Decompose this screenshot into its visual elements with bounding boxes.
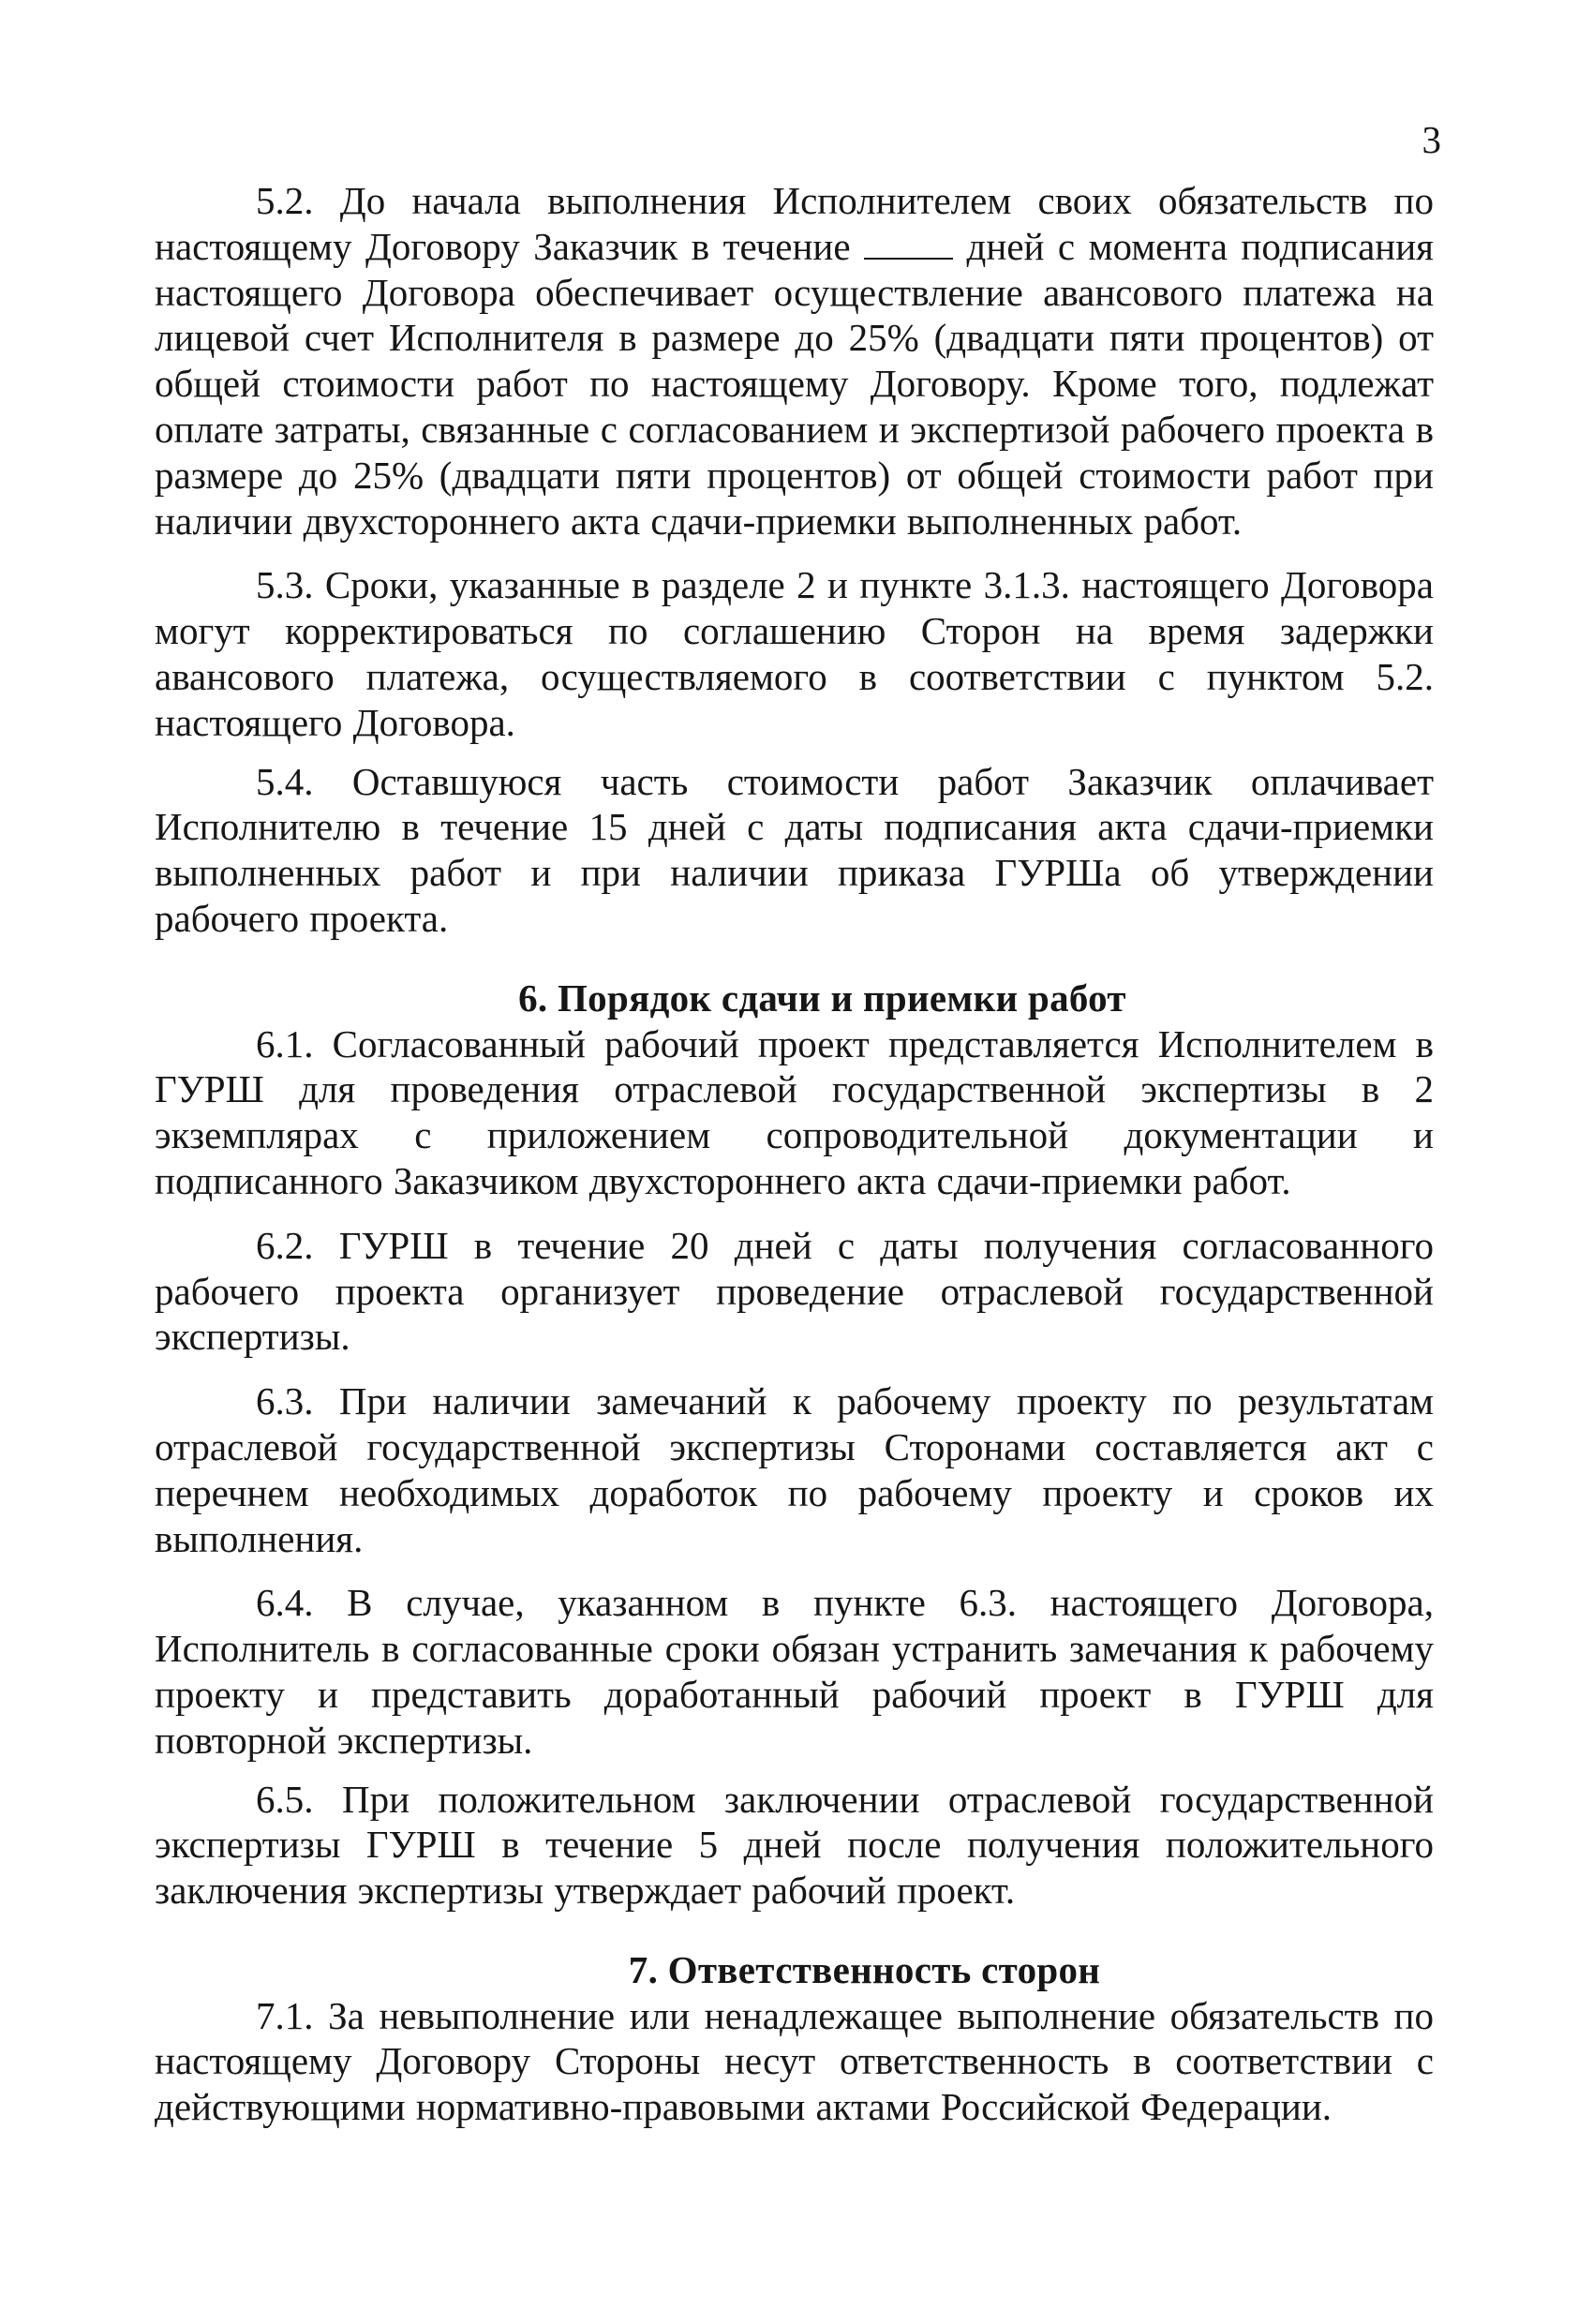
document-body <box>155 178 1434 2130</box>
paragraph-5-2-part-2: дней с момента подписания настоящего Договора обеспечивает осуществление авансового платежа на лицевой счет Исполнителя в размере до 25% (двадцати пяти процентов) от общей стоимости работ по настоящему Договору. Кроме того, подлежат оплате затраты, связанные с согласованием и экспертизой рабочего проекта в размере до 25% (двадцати пяти процентов) от общей стоимости работ при наличии двухстороннего акта сдачи-приемки выполненных работ. <box>155 224 1435 543</box>
paragraph-6-2: 6.2. ГУРШ в течение 20 дней с даты получения согласованного рабочего проекта организует проведение отраслевой государственной экспертизы. <box>155 1223 1434 1359</box>
paragraph-5-2-part-1: 5.2. До начала выполнения Исполнителем своих обязательств по настоящему Договору Заказчик в течение <box>155 179 1434 268</box>
section-7-heading: 7. Ответственность сторон <box>628 1947 1101 1991</box>
blank-fill-line <box>864 230 953 260</box>
paragraph-6-3: 6.3. При наличии замечаний к рабочему проекту по результатам отраслевой государственной экспертизы Сторонами составляется акт с перечнем необходимых доработок по рабочему проекту и сроков их выполнения. <box>155 1379 1434 1560</box>
paragraph-5-2 <box>155 178 1434 544</box>
section-6-heading: 6. Порядок сдачи и приемки работ <box>518 976 1126 1020</box>
paragraph-7-1: 7.1. За невыполнение или ненадлежащее выполнение обязательств по настоящему Договору Стороны несут ответственность в соответствии с действующими нормативно-правовыми актами Российской Федерации. <box>155 1993 1434 2129</box>
paragraph-5-4: 5.4. Оставшуюся часть стоимости работ Заказчик оплачивает Исполнителю в течение 15 дней с даты подписания акта сдачи-приемки выполненных работ и при наличии приказа ГУРШа об утверждении рабочего проекта. <box>155 759 1434 940</box>
paragraph-6-4: 6.4. В случае, указанном в пункте 6.3. настоящего Договора, Исполнитель в согласованные сроки обязан устранить замечания к рабочему проекту и представить доработанный рабочий проект в ГУРШ для повторной экспертизы. <box>155 1581 1434 1762</box>
paragraph-5-3: 5.3. Сроки, указанные в разделе 2 и пункте 3.1.3. настоящего Договора могут корректироваться по соглашению Сторон на время задержки авансового платежа, осуществляемого в соответствии с пунктом 5.2. настоящего Договора. <box>155 563 1434 744</box>
paragraph-6-1: 6.1. Согласованный рабочий проект представляется Исполнителем в ГУРШ для проведения отраслевой государственной экспертизы в 2 экземплярах с приложением сопроводительной документации и подписанного Заказчиком двухстороннего акта сдачи-приемки работ. <box>155 1021 1434 1202</box>
paragraph-6-5: 6.5. При положительном заключении отраслевой государственной экспертизы ГУРШ в течение 5 дней после получения положительного заключения экспертизы утверждает рабочий проект. <box>155 1777 1434 1913</box>
page-number: 3 <box>1422 118 1441 161</box>
